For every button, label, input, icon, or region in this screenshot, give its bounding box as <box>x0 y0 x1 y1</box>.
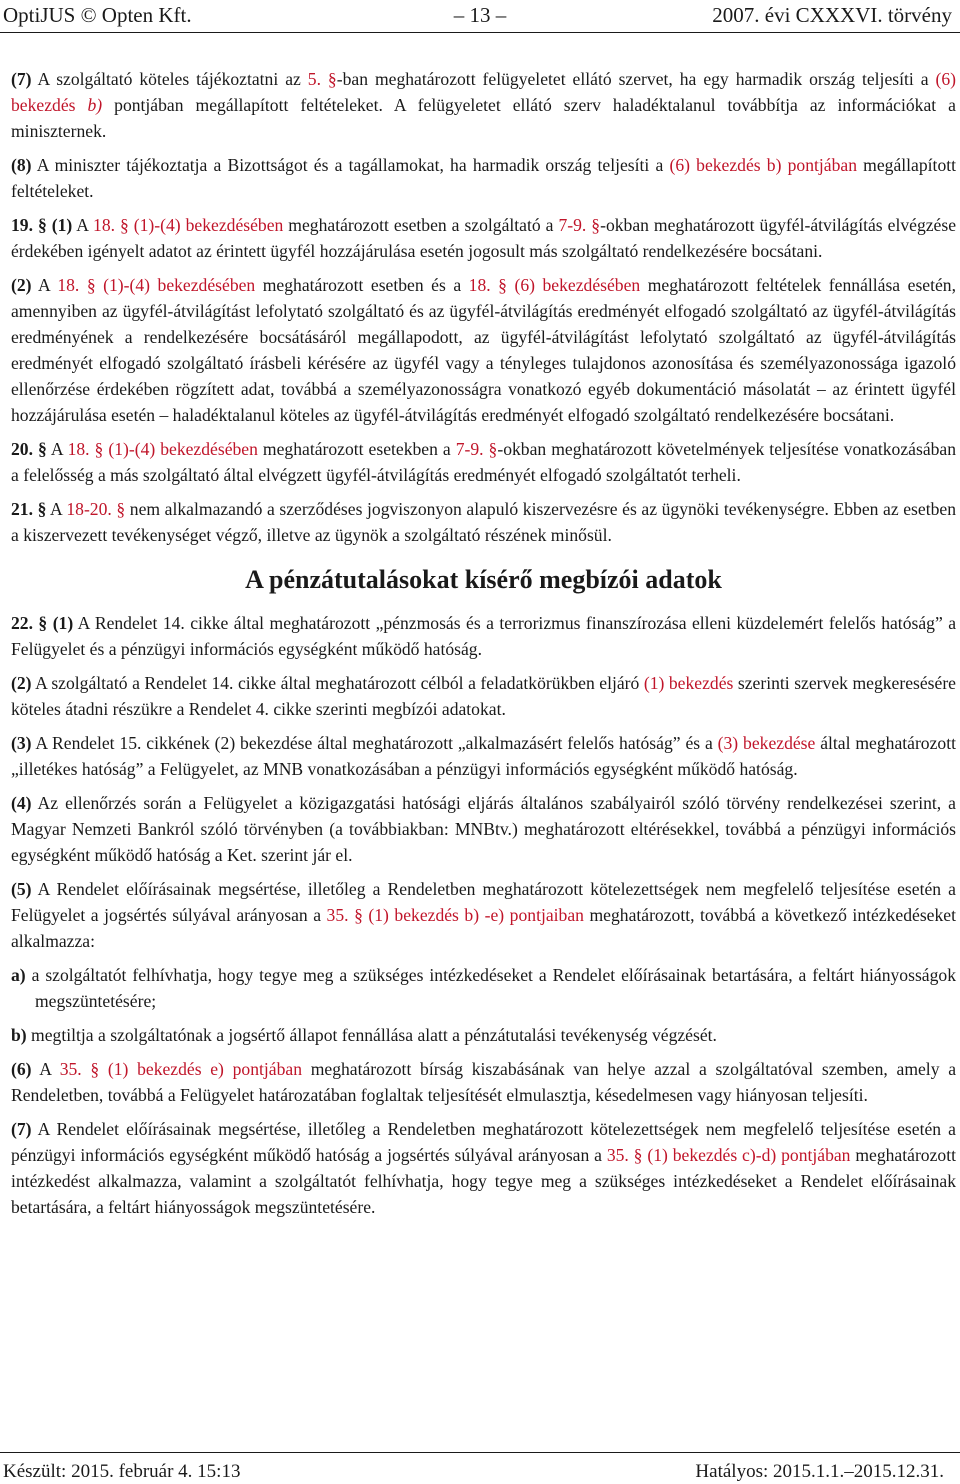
paragraph-number: (7) <box>11 69 32 89</box>
point-letter: b) <box>11 1025 27 1045</box>
cross-reference-link[interactable]: (6) bekezdés b) pontjában <box>669 155 858 175</box>
paragraph-number: (3) <box>11 733 32 753</box>
footer-effective-period: Hatályos: 2015.1.1.–2015.12.31. <box>695 1461 944 1482</box>
paragraph-number: (1) <box>52 613 74 633</box>
section-22-3: (3) A Rendelet 15. cikkének (2) bekezdése által meghatározott „alkalmazásért felelős hatóság” és a (3) bekezdése által meghatározott „illetékes hatóság” a Felügyelet, az MNB vonatkozásában a pénzügyi információs egységként működő hatóság. <box>11 733 956 779</box>
paragraph-number: (2) <box>11 275 32 295</box>
section-20: 20. § A 18. § (1)-(4) bekezdésében meghatározott esetekben a 7-9. §-okban meghatározott követelmények teljesítése vonatkozásában a felelősség a más szolgáltató által elvégzett ügyfél-átvilágítás eredményét elfogadó szolgáltatót terheli. <box>11 439 957 485</box>
section-21: 21. § A 18-20. § nem alkalmazandó a szerződéses jogviszonyon alapuló kiszervezésre és az ügynöki tevékenységre. Ebben az esetben a kiszervezett tevékenységet végző, illetve az ügynök a szolgáltató részének minősül. <box>11 499 957 545</box>
footer-divider <box>0 1452 960 1453</box>
section-22-1: 22. § (1) A Rendelet 14. cikke által meghatározott „pénzmosás és a terrorizmus finanszírozása elleni küzdelemért felelős hatóság” a Felügyelet és a pénzügyi információs egységként működő hatóság. <box>11 613 957 659</box>
cross-reference-link[interactable]: (3) bekezdése <box>717 733 816 753</box>
section-22-6: (6) A 35. § (1) bekezdés e) pontjában meghatározott bírság kiszabásának van helye azzal a szolgáltatóval szemben, amely a Rendeletben, továbbá a Felügyelet határozatában foglaltak teljesítését elmulasztja, késedelmesen vagy hiányosan teljesíti. <box>11 1059 957 1105</box>
header-page-number: – 13 – <box>453 3 507 27</box>
cross-reference-link[interactable]: 35. § (1) bekezdés b) -e) pontjaiban <box>326 905 584 925</box>
paragraph-8: (8) A miniszter tájékoztatja a Bizottságot és a tagállamokat, ha harmadik ország teljesíti a (6) bekezdés b) pontjában megállapított feltételeket. <box>11 155 957 201</box>
point-letter: a) <box>11 965 26 985</box>
section-22-5-a: a) a szolgáltatót felhívhatja, hogy tegye meg a szükséges intézkedéseket a Rendelet előírásainak betartására, a feltárt hiányosságok megszüntetésére; <box>11 965 956 1011</box>
paragraph-number: (2) <box>11 673 32 693</box>
page-header <box>0 0 960 34</box>
cross-reference-link[interactable]: 18. § (1)-(4) bekezdésében <box>57 275 256 295</box>
section-title: A pénzátutalásokat kísérő megbízói adatok <box>245 565 722 594</box>
cross-reference-link[interactable]: 18. § (1)-(4) bekezdésében <box>67 439 258 459</box>
section-number: 21. § <box>11 499 47 519</box>
page-footer <box>0 1452 960 1484</box>
cross-reference-link[interactable]: (6) bekezdés b) <box>11 69 957 115</box>
header-divider <box>0 32 960 33</box>
paragraph-number: (5) <box>11 879 32 899</box>
cross-reference-link[interactable]: 7-9. § <box>455 439 498 459</box>
cross-reference-link[interactable]: (1) bekezdés <box>643 673 734 693</box>
header-law-title: 2007. évi CXXXVI. törvény <box>712 3 952 27</box>
cross-reference-link[interactable]: 35. § (1) bekezdés e) pontjában <box>59 1059 302 1079</box>
paragraph-number: (7) <box>11 1119 32 1139</box>
section-number: 19. § <box>11 215 47 235</box>
section-22-2: (2) A szolgáltató a Rendelet 14. cikke által meghatározott célból a feladatkörükben eljáró (1) bekezdés szerinti szervek megkeresésére köteles átadni részükre a Rendelet 4. cikke szerinti megbízói adatokat. <box>11 673 956 719</box>
cross-reference-link[interactable]: 7-9. § <box>558 215 601 235</box>
paragraph-number: (6) <box>11 1059 32 1079</box>
cross-reference-link[interactable]: 5. § <box>307 69 337 89</box>
section-19-2: (2) A 18. § (1)-(4) bekezdésében meghatározott esetben és a 18. § (6) bekezdésében meghatározott feltételek fennállása esetén, amennyiben az ügyfél-átvilágítást lefolytató szolgáltató és az ügyfél-átvilágítás eredményét elfogadó szolgáltató az ügyfél-átvilágítás eredményének a rendelkezésére bocsátásáról megállapodott, az ügyfél-átvilágítást lefolytató szolgáltató az ügyfél-átvilágítás eredményét elfogadó szolgáltató írásbeli kérésére az ügyfél vagy a tényleges tulajdonos azonosítása és személyazonossága igazoló ellenőrzése érdekében rögzített adat, továbbá a személyazonosságra vonatkozó egyéb dokumentáció másolatát – az érintett ügyfél hozzájárulása esetén – haladéktalanul köteles az ügyfél-átvilágítás eredményét elfogadó szolgáltató rendelkezésére bocsátani. <box>11 275 956 425</box>
section-number: 20. § <box>11 439 47 459</box>
section-22-5-b: b) megtiltja a szolgáltatónak a jogsértő állapot fennállása alatt a pénzátutalási tevékenység végzését. <box>11 1025 717 1045</box>
cross-reference-link[interactable]: 18-20. § <box>66 499 126 519</box>
section-22-4: (4) Az ellenőrzés során a Felügyelet a közigazgatási hatósági eljárás általános szabályairól szóló törvény rendelkezései szerint, a Magyar Nemzeti Bankról szóló törvényben (a továbbiakban: MNBtv.) meghatározott eltérésekkel, továbbá a pénzügyi információs egységként működő hatóság a Ket. szerint jár el. <box>11 793 956 865</box>
paragraph-number: (1) <box>51 215 73 235</box>
section-22-5: (5) A Rendelet előírásainak megsértése, illetőleg a Rendeletben meghatározott kötelezettségek nem megfelelő teljesítése esetén a Felügyelet a jogsértés súlyával arányosan a 35. § (1) bekezdés b) -e) pontjaiban meghatározott, továbbá a következő intézkedéseket alkalmazza: <box>11 879 956 951</box>
paragraph-number: (4) <box>11 793 32 813</box>
header-publisher: OptiJUS © Opten Kft. <box>3 3 192 27</box>
document-body <box>11 66 956 1228</box>
footer-generated-date: Készült: 2015. február 4. 15:13 <box>3 1461 241 1482</box>
section-19-1: 19. § (1) A 18. § (1)-(4) bekezdésében meghatározott esetben a szolgáltató a 7-9. §-okban meghatározott ügyfél-átvilágítás elvégzése érdekében igényelt adatot az érintett ügyfél hozzájárulása esetén jogosult más szolgáltató rendelkezésére bocsátani. <box>11 215 957 261</box>
cross-reference-link[interactable]: 18. § (6) bekezdésében <box>468 275 641 295</box>
section-number: 22. § <box>11 613 48 633</box>
section-22-7: (7) A Rendelet előírásainak megsértése, illetőleg a Rendeletben meghatározott kötelezettségek nem megfelelő teljesítése esetén a pénzügyi információs egységként működő hatóság a jogsértés súlyával arányosan a 35. § (1) bekezdés c)-d) pontjában meghatározott intézkedést alkalmazza, valamint a szolgáltatót felhívhatja, hogy tegye meg a szükséges intézkedéseket a Rendelet előírásainak betartására, a feltárt hiányosságok megszüntetésére. <box>11 1119 956 1217</box>
paragraph-7: (7) A szolgáltató köteles tájékoztatni az 5. §-ban meghatározott felügyeletet ellátó szervet, ha egy harmadik ország teljesíti a (6) bekezdés b) pontjában megállapított feltételeket. A felügyeletet ellátó szerv haladéktalanul továbbítja az információkat a miniszternek. <box>11 69 957 141</box>
cross-reference-link[interactable]: 35. § (1) bekezdés c)-d) pontjában <box>606 1145 851 1165</box>
paragraph-number: (8) <box>11 155 32 175</box>
cross-reference-link[interactable]: 18. § (1)-(4) bekezdésében <box>93 215 284 235</box>
